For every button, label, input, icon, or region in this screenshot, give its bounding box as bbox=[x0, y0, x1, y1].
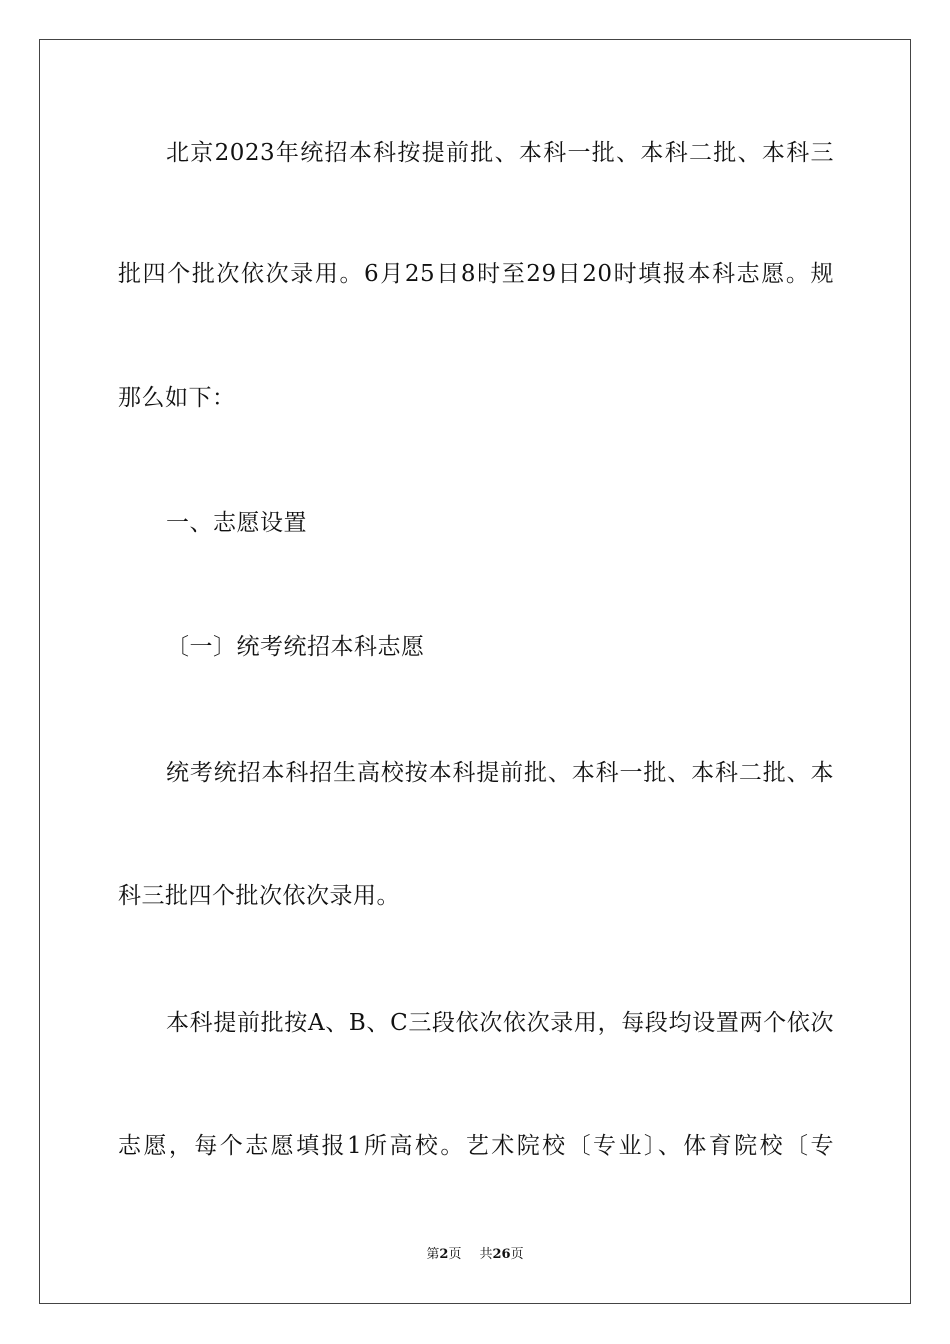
footer-total-prefix: 共 bbox=[479, 1247, 493, 1262]
footer-page-number: 2 bbox=[439, 1247, 449, 1262]
footer-total-number: 26 bbox=[492, 1247, 511, 1262]
paragraph-line-6: 统考统招本科招生高校按本科提前批、本科一批、本科二批、本 bbox=[166, 760, 834, 786]
paragraph-line-8: 本科提前批按A、B、C三段依次依次录用，每段均设置两个依次 bbox=[166, 1010, 834, 1036]
paragraph-line-1: 北京2023年统招本科按提前批、本科一批、本科二批、本科三 bbox=[166, 140, 834, 166]
paragraph-line-9: 志愿，每个志愿填报1所高校。艺术院校〔专业〕、体育院校〔专 bbox=[118, 1133, 834, 1159]
subsection-heading: 〔一〕统考统招本科志愿 bbox=[166, 634, 425, 660]
page-border bbox=[39, 39, 911, 1304]
footer-page-suffix: 页 bbox=[448, 1247, 462, 1262]
paragraph-line-7: 科三批四个批次依次录用。 bbox=[118, 883, 400, 909]
page-footer bbox=[0, 1246, 950, 1264]
paragraph-line-2: 批四个批次依次录用。6月25日8时至29日20时填报本科志愿。规 bbox=[118, 261, 834, 287]
footer-page-prefix: 第 bbox=[426, 1247, 440, 1262]
footer-total-suffix: 页 bbox=[510, 1247, 524, 1262]
paragraph-line-3: 那么如下： bbox=[118, 385, 236, 411]
section-heading: 一、志愿设置 bbox=[166, 510, 307, 536]
